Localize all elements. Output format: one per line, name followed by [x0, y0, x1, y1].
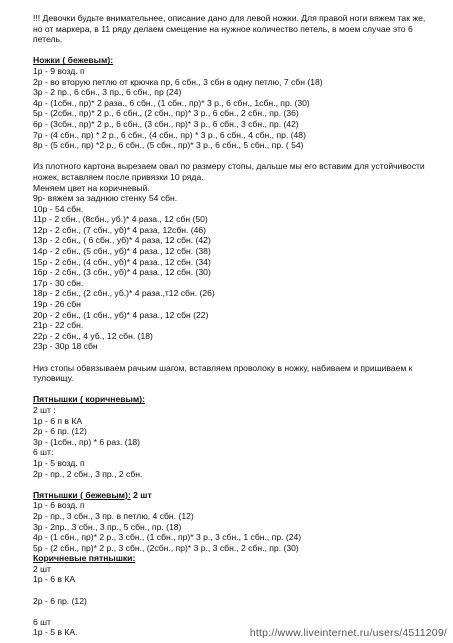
legs-row: 6р - (3сбн., пр)* 2 р., 6 сбн., (3 сбн., пр)* 3 р., 6 сбн., 3 сбн., пр. (42): [33, 118, 299, 129]
row-line: 11р - 2 сбн., (8сбн., уб.)* 4 раза., 12 сбн (50): [33, 214, 208, 225]
heels-brown-line: 6 шт:: [33, 447, 54, 458]
heels-beige-heading: Пятнышки ( бежевым):: [33, 489, 131, 500]
insole-paragraph: Из плотного картона вырезаем овал по размеру стопы, дальше мы его вставим для устойчивости ножек, вставляем после привязки 10 ряда.: [33, 161, 425, 182]
legs-row: 4р - (1сбн., пр)* 2 раза., 6 сбн., (1 сбн., пр)* 3 р., 6 сбн., 1сбн., пр. (30): [33, 97, 310, 108]
heels-beige-line: 3р - 2пр., 3 сбн., 3 пр., 5 сбн., пр. (18): [33, 521, 182, 532]
rows-after: [33, 193, 433, 352]
heels-beige-line: 5р - (2 сбн., пр)* 2 р., 3 сбн., (2сбн., пр)* 3 р., 3 сбн., 2 сбн., пр. (30): [33, 542, 299, 553]
heels-brown-line: 2р - 6 пр. (12): [33, 426, 87, 437]
heels-brown2-line: 6 шт: [33, 616, 51, 627]
heels-brown-line: 1р - 6 п в КА: [33, 415, 83, 426]
heels-beige-line: 2р - пр., 3 сбн., 3 пр. в петлю, 4 сбн. (12): [33, 510, 194, 521]
heels-brown2-heading: Коричневые пятнышки:: [33, 553, 136, 564]
heels-beige-heading-line: [33, 490, 433, 501]
legs-row: 1р - 9 возд. п: [33, 65, 85, 76]
heels-brown-line: 2р - пр., 2 сбн., 3 пр., 2 сбн.: [33, 468, 143, 479]
row-line: 19р - 26 сбн: [33, 299, 81, 310]
row-line: 22р - 2 сбн., 4 уб., 12 сбн. (18): [33, 330, 153, 341]
row-line: 18р - 2 сбн., (2 сбн., уб.)* 4 раза.,т12 сбн. (26): [33, 288, 215, 299]
heels-brown2-line: 2 шт: [33, 563, 51, 574]
legs-row: 3р - 2 пр., 6 сбн., 3 пр., 6 сбн., пр (24): [33, 87, 182, 98]
heels-brown2-line: 1р - 6 в КА: [33, 574, 76, 585]
row-line: 21р - 22 сбн.: [33, 320, 84, 331]
legs-rows: [33, 66, 433, 151]
heels-brown2-line: 1р - 5 в КА.: [33, 627, 78, 638]
legs-row: 2р - во вторую петлю от крючка пр, 6 сбн., 3 сбн в одну петлю, 7 сбн (18): [33, 76, 323, 87]
document-body: [33, 13, 433, 638]
row-line: 16р - 2 сбн., (3 сбн., уб)* 4 раза., 12 сбн. (30): [33, 267, 211, 278]
heels-brown2-line: [33, 585, 433, 596]
heels-brown-line: 3р - (1сбн., пр) * 6 раз. (18): [33, 436, 141, 447]
heels-beige-line: 4р - (1 сбн., пр)* 2 р., 3 сбн., (1 сбн., пр)* 3 р., 3 сбн., 1 сбн., пр. (24): [33, 532, 302, 543]
row-line: 15р - 2 сбн., (4 сбн., уб)* 4 раза., 12 сбн. (34): [33, 256, 211, 267]
intro-paragraph: !!! Девочки будьте внимательнее, описание дано для левой ножки. Для правой ноги вяжем так же, но от маркера, в 11 ряду делаем смещение на нужное количество петель, в моем случае это 6 петель.: [33, 13, 426, 45]
legs-row: 8р - (5 сбн., пр) *2 р., 6 сбн., (5 сбн., пр)* 3 р., 6 сбн., 5 сбн., пр. ( 54): [33, 140, 304, 151]
heels-brown-line: 1р - 5 возд. п: [33, 457, 85, 468]
row-line: 10р - 54 сбн.: [33, 203, 84, 214]
legs-row: 7р - (4 сбн., пр) * 2 р., 6 сбн., (4 сбн., пр) * 3 р., 6 сбн., 4 сбн., пр. (48): [33, 129, 306, 140]
watermark-url: http://www.liveinternet.ru/users/4511209/: [249, 627, 447, 640]
heels-beige-count: 2 шт: [130, 489, 152, 500]
heels-brown2-line: [33, 606, 433, 617]
heels-beige-lines: [33, 500, 433, 553]
heels-beige-line: 1р - 6 возд. п: [33, 500, 85, 511]
row-line: 9р- вяжем за заднюю стенку 54 сбн.: [33, 193, 178, 204]
legs-heading: Ножки ( бежевым):: [33, 55, 114, 66]
legs-row: 5р - (2сбн., пр)* 2 р., 6 сбн., (2 сбн., пр)* 3 р., 6 сбн., 2 сбн., пр. (36): [33, 108, 299, 119]
heels-brown-heading: Пятнышки ( коричневым):: [33, 394, 145, 405]
row-line: 13р - 2 сбн., ( 6 сбн., уб)* 4 раза, 12 сбн. (42): [33, 235, 211, 246]
heels-brown2-line: 2р - 6 пр. (12): [33, 595, 87, 606]
row-line: 23р - 30р 18 сбн: [33, 341, 98, 352]
heels-brown-line: 2 шт :: [33, 404, 56, 415]
heels-brown-lines: [33, 405, 433, 479]
color-change-note: Меняем цвет на коричневый.: [33, 182, 150, 193]
row-line: 20р - 2 сбн., (1 сбн., уб)* 4 раза., 12 сбн (22): [33, 309, 209, 320]
row-line: 17р - 30 сбн.: [33, 277, 84, 288]
finish-paragraph: Низ стопы обвязываем рачьим шагом, вставляем проволоку в ножку, набиваем и пришиваем к туловищу.: [33, 362, 413, 384]
row-line: 12р - 2 сбн., (7 сбн., уб)* 4 раза, 12сбн. (46): [33, 224, 207, 235]
row-line: 14р - 2 сбн., (5 сбн., уб)* 4 раза., 12 сбн. (38): [33, 246, 211, 257]
